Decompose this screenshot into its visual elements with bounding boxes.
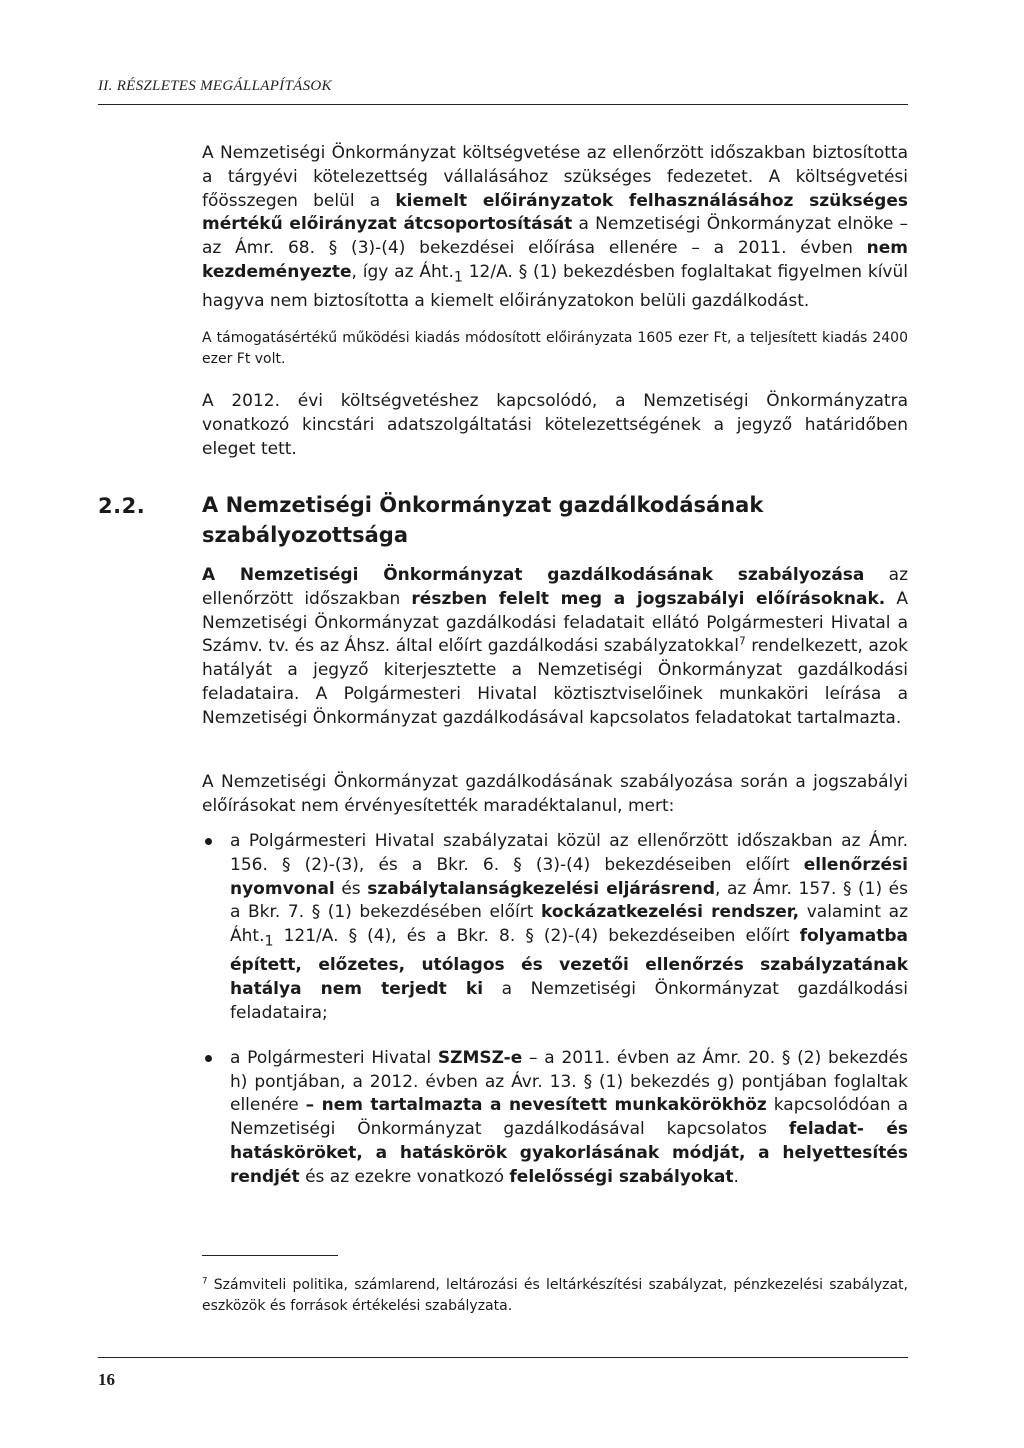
- footnote-marker: 7: [202, 1276, 208, 1287]
- page-number: 16: [98, 1370, 115, 1389]
- running-head: II. RÉSZLETES MEGÁLLAPÍTÁSOK: [98, 78, 332, 94]
- paragraph-deficiencies-intro: A Nemzetiségi Önkormányzat gazdálkodásának szabályozása során a jogszabályi előírásokat nem érvényesítették maradéktalanul, mert:: [202, 772, 908, 816]
- deficiency-list: [202, 830, 908, 1190]
- header-rule: [98, 104, 908, 105]
- footer-rule: [98, 1357, 908, 1358]
- list-item: a Polgármesteri Hivatal szabályzatai közül az ellenőrzött időszakban az Ámr. 156. § (2)-(3), és a Bkr. 6. § (3)-(4) bekezdéseiben előírt ellenőrzési nyomvonal és szabálytalanságkezelési eljárásrend, az Ámr. 157. § (1) és a Bkr. 7. § (1) bekezdésében előírt kockázatkezelési rendszer, valamint az $Áht._1$ 121/A. § (4), és a Bkr. 8. § (2)-(4) bekezdéseiben előírt folyamatba épített, előzetes, utólagos és vezetői ellenőrzés szabályzatának hatálya nem terjedt ki a Nemzetiségi Önkormányzat gazdálkodási feladataira;: [202, 830, 908, 1026]
- paragraph-budget-coverage: A Nemzetiségi Önkormányzat költségvetése az ellenőrzött időszakban biztosította a tárgyévi kötelezettség vállalásához szükséges fedezetet. A költségvetési főösszegen belül a kiemelt előirányzatok felhasználásához szükséges mértékű előirányzat átcsoportosítását a Nemzetiségi Önkormányzat elnöke – az Ámr. 68. § (3)-(4) bekezdései előírása ellenére – a 2011. évben nem kezdeményezte, így az $Áht._1$ 12/A. § (1) bekezdésben foglaltakat figyelmen kívül hagyva nem biztosította a kiemelt előirányzatokon belüli gazdálkodást.: [202, 143, 908, 312]
- footnote: $^7$ Számviteli politika, számlarend, leltározási és leltárkészítési szabályzat, pénzkezelési szabályzat, eszközök és források értékelési szabályzata.: [202, 1276, 908, 1314]
- list-item: a Polgármesteri Hivatal SZMSZ-e – a 2011. évben az Ámr. 20. § (2) bekezdés h) pontjában, a 2012. évben az Ávr. 13. § (1) bekezdés g) pontjában foglaltak ellenére – nem tartalmazta a nevesített munkakörökhöz kapcsolódóan a Nemzetiségi Önkormányzat gazdálkodásával kapcsolatos feladat- és hatásköröket, a hatáskörök gyakorlásának módját, a helyettesítés rendjét és az ezekre vonatkozó felelősségi szabályokat.: [202, 1047, 908, 1190]
- bullet-icon: [205, 1055, 212, 1062]
- paragraph-treasury-reporting: A 2012. évi költségvetéshez kapcsolódó, a Nemzetiségi Önkormányzatra vonatkozó kincstári adatszolgáltatási kötelezettségének a jegyző határidőben eleget tett.: [202, 391, 908, 459]
- paragraph-support-expenditure: A támogatásértékű működési kiadás módosított előirányzata 1605 ezer Ft, a teljesített kiadás 2400 ezer Ft volt.: [202, 330, 908, 367]
- paragraph-regulation-summary: A Nemzetiségi Önkormányzat gazdálkodásának szabályozása az ellenőrzött időszakban részben felelt meg a jogszabályi előírásoknak. A Nemzetiségi Önkormányzat gazdálkodási feladatait ellátó Polgármesteri Hivatal a Számv. tv. és az Áhsz. által előírt gazdálkodási szabályzatokkal$^7$ rendelkezett, azok hatályát a jegyző kiterjesztette a Nemzetiségi Önkormányzat gazdálkodási feladataira. A Polgármesteri Hivatal köztisztviselőinek munkaköri leírása a Nemzetiségi Önkormányzat gazdálkodásával kapcsolatos feladatokat tartalmazta.: [202, 565, 908, 728]
- section-title: A Nemzetiségi Önkormányzat gazdálkodásának szabályozottsága: [202, 493, 764, 547]
- section-number: 2.2.: [98, 494, 146, 518]
- footnote-reference: 7: [738, 635, 746, 648]
- bullet-icon: [205, 838, 212, 845]
- footnote-rule: [202, 1255, 338, 1256]
